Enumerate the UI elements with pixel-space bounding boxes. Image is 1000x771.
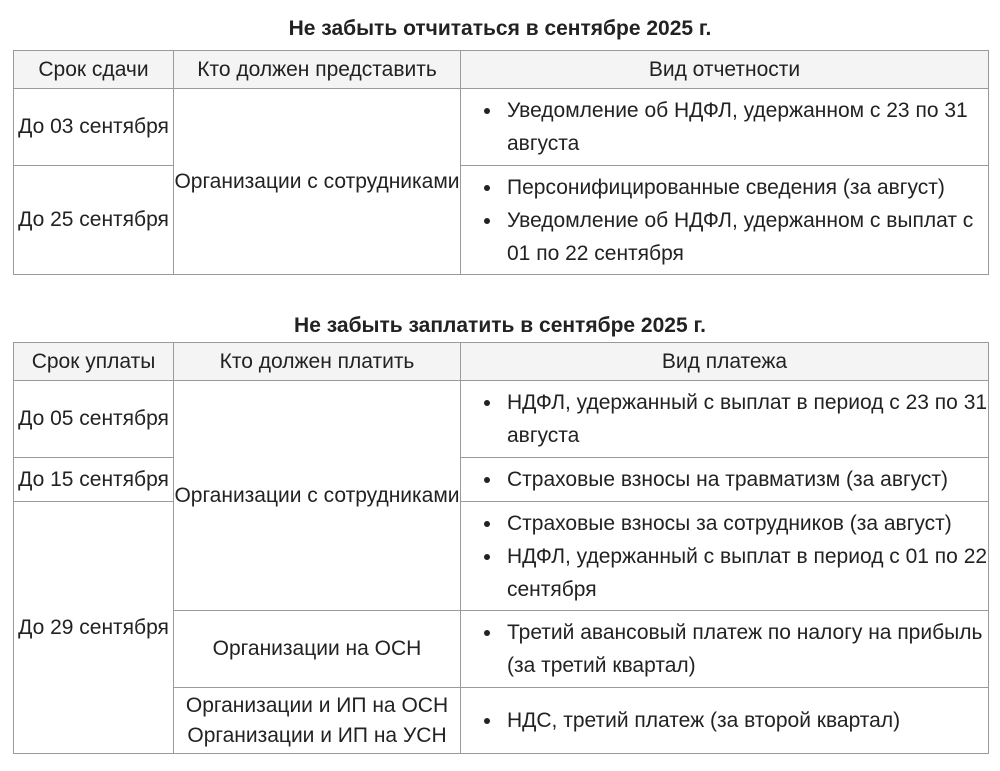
- table-row: [14, 166, 989, 275]
- list-item: • Уведомление об НДФЛ, удержанном с 23 по 31 августа: [503, 94, 988, 160]
- items-cell: [461, 381, 989, 458]
- deadline-cell: До 05 сентября: [14, 381, 174, 458]
- items-cell: [461, 89, 989, 166]
- deadline-cell: До 03 сентября: [14, 89, 174, 166]
- who-line: Организации и ИП на УСН: [187, 723, 447, 747]
- header-who: Кто должен платить: [174, 343, 461, 381]
- items-cell: [461, 611, 989, 688]
- report-deadlines-title: Не забыть отчитаться в сентябре 2025 г.: [288, 17, 712, 40]
- list-item: • Персонифицированные сведения (за август): [503, 171, 988, 204]
- header-who: Кто должен представить: [174, 51, 461, 89]
- list-item: • Страховые взносы на травматизм (за август): [503, 463, 988, 496]
- items-cell: [461, 502, 989, 611]
- who-line: Организации и ИП на ОСН: [185, 693, 449, 717]
- table-row: [14, 502, 989, 611]
- item-list: [461, 616, 988, 682]
- item-list: [461, 386, 988, 452]
- who-cell: [174, 688, 461, 754]
- items-cell: [461, 688, 989, 754]
- deadline-cell: До 15 сентября: [14, 458, 174, 502]
- report-deadlines-table: [13, 50, 989, 275]
- list-item: • Страховые взносы за сотрудников (за август): [503, 507, 988, 540]
- item-list: [461, 171, 988, 270]
- who-cell: Организации на ОСН: [174, 611, 461, 688]
- item-list: [461, 704, 988, 737]
- table-header-row: [14, 343, 989, 381]
- item-list: [461, 463, 988, 496]
- who-cell: Организации с сотрудниками: [174, 89, 461, 275]
- who-cell: Организации с сотрудниками: [174, 381, 461, 611]
- table-header-row: [14, 51, 989, 89]
- deadline-cell: До 25 сентября: [14, 166, 174, 275]
- list-item: • НДФЛ, удержанный с выплат в период с 23 по 31 августа: [503, 386, 988, 452]
- items-cell: [461, 166, 989, 275]
- table-row: [14, 89, 989, 166]
- header-deadline: Срок сдачи: [14, 51, 174, 89]
- list-item: • Уведомление об НДФЛ, удержанном с выплат с 01 по 22 сентября: [503, 204, 988, 270]
- payment-deadlines-table: [13, 342, 989, 754]
- item-list: [461, 94, 988, 160]
- table-row: [14, 381, 989, 458]
- list-item: • НДФЛ, удержанный с выплат в период с 01 по 22 сентября: [503, 540, 988, 606]
- header-type: Вид отчетности: [461, 51, 989, 89]
- payment-deadlines-title: Не забыть заплатить в сентябре 2025 г.: [294, 314, 706, 337]
- items-cell: [461, 458, 989, 502]
- header-type: Вид платежа: [461, 343, 989, 381]
- header-deadline: Срок уплаты: [14, 343, 174, 381]
- item-list: [461, 507, 988, 606]
- table-row: [14, 458, 989, 502]
- list-item: • Третий авансовый платеж по налогу на прибыль (за третий квартал): [503, 616, 988, 682]
- deadline-cell: До 29 сентября: [14, 502, 174, 754]
- list-item: • НДС, третий платеж (за второй квартал): [503, 704, 988, 737]
